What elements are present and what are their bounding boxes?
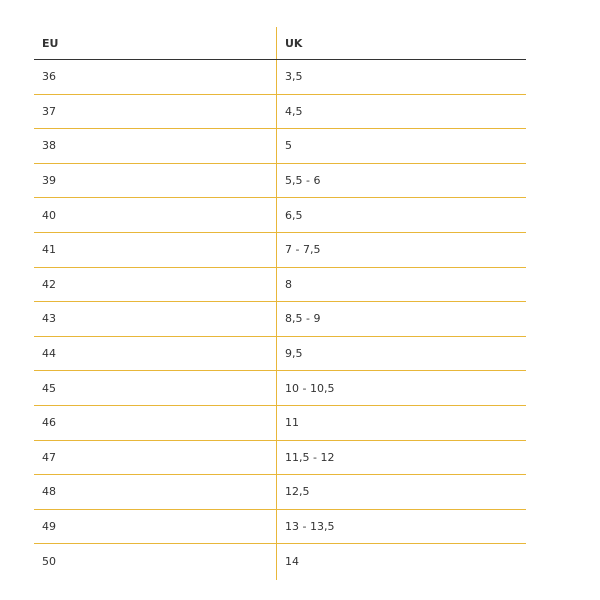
table-row bbox=[34, 95, 526, 130]
eu-size-cell: 41 bbox=[42, 243, 56, 257]
eu-size-cell: 43 bbox=[42, 312, 56, 326]
uk-size-cell: 10 - 10,5 bbox=[285, 381, 335, 395]
eu-size-cell: 36 bbox=[42, 70, 56, 84]
uk-size-cell: 6,5 bbox=[285, 208, 303, 222]
size-conversion-table bbox=[34, 27, 526, 579]
header-uk: UK bbox=[285, 36, 303, 50]
eu-size-cell: 47 bbox=[42, 450, 56, 464]
table-row bbox=[34, 198, 526, 233]
uk-size-cell: 4,5 bbox=[285, 104, 303, 118]
uk-size-cell: 13 - 13,5 bbox=[285, 520, 335, 534]
table-row bbox=[34, 164, 526, 199]
eu-size-cell: 37 bbox=[42, 104, 56, 118]
header-eu: EU bbox=[42, 36, 59, 50]
uk-size-cell: 12,5 bbox=[285, 485, 310, 499]
table-row bbox=[34, 233, 526, 268]
uk-size-cell: 5 bbox=[285, 139, 292, 153]
table-row bbox=[34, 129, 526, 164]
eu-size-cell: 46 bbox=[42, 416, 56, 430]
uk-size-cell: 8,5 - 9 bbox=[285, 312, 321, 326]
table-row bbox=[34, 475, 526, 510]
uk-size-cell: 9,5 bbox=[285, 347, 303, 361]
table-row bbox=[34, 371, 526, 406]
uk-size-cell: 11 bbox=[285, 416, 299, 430]
uk-size-cell: 5,5 - 6 bbox=[285, 174, 321, 188]
eu-size-cell: 42 bbox=[42, 277, 56, 291]
table-row bbox=[34, 60, 526, 95]
uk-size-cell: 8 bbox=[285, 277, 292, 291]
table-row bbox=[34, 544, 526, 579]
table-row bbox=[34, 406, 526, 441]
uk-size-cell: 11,5 - 12 bbox=[285, 450, 335, 464]
eu-size-cell: 39 bbox=[42, 174, 56, 188]
uk-size-cell: 3,5 bbox=[285, 70, 303, 84]
eu-size-cell: 40 bbox=[42, 208, 56, 222]
uk-size-cell: 14 bbox=[285, 555, 299, 569]
eu-size-cell: 44 bbox=[42, 347, 56, 361]
table-row bbox=[34, 302, 526, 337]
table-row bbox=[34, 510, 526, 545]
eu-size-cell: 45 bbox=[42, 381, 56, 395]
eu-size-cell: 38 bbox=[42, 139, 56, 153]
eu-size-cell: 48 bbox=[42, 485, 56, 499]
table-row bbox=[34, 337, 526, 372]
table-row bbox=[34, 441, 526, 476]
eu-size-cell: 50 bbox=[42, 555, 56, 569]
table-header-row bbox=[34, 27, 526, 60]
uk-size-cell: 7 - 7,5 bbox=[285, 243, 321, 257]
eu-size-cell: 49 bbox=[42, 520, 56, 534]
table-row bbox=[34, 268, 526, 303]
